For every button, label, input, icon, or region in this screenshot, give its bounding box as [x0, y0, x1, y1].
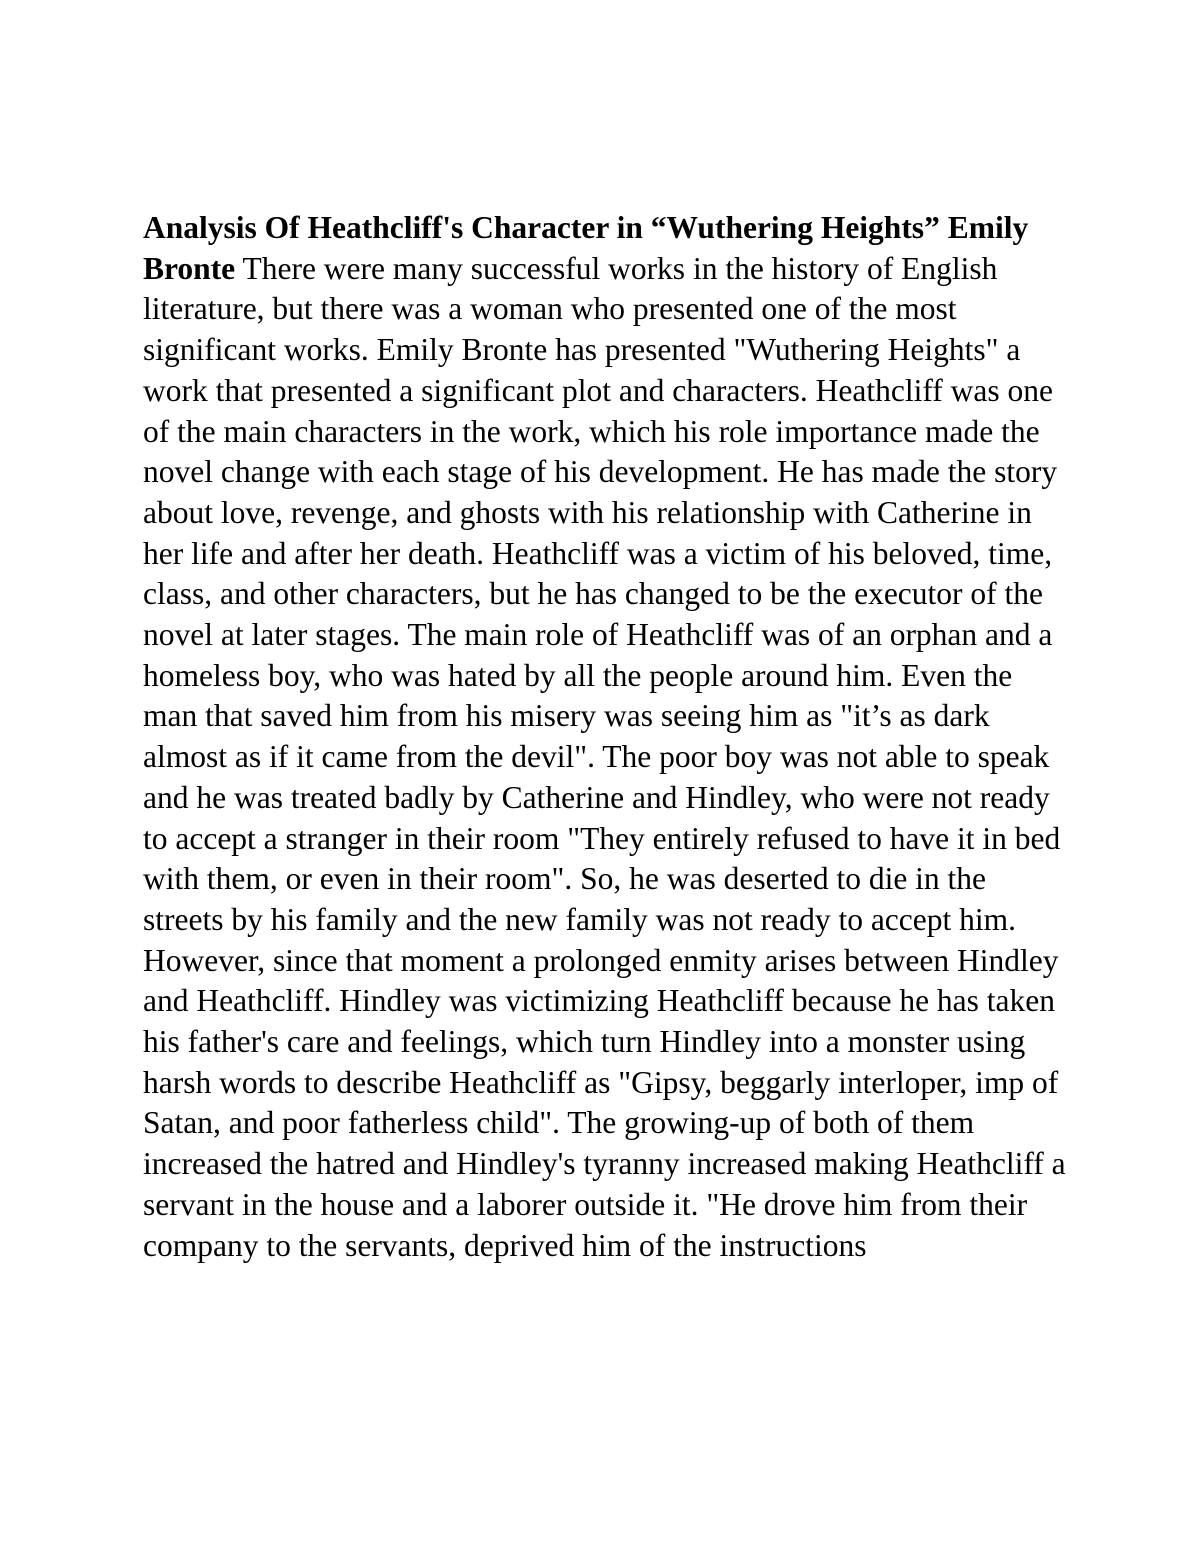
document-paragraph	[143, 208, 1068, 1266]
document-author: Emily Bronte	[143, 210, 1029, 286]
document-title: Analysis Of Heathcliff's Character in “Wuthering Heights”	[143, 210, 940, 245]
document-body: There were many successful works in the history of English literature, but there was a woman who presented one of the most significant works. Emily Bronte has presented "Wuthering Heights" a work that presented a significant plot and characters. Heathcliff was one of the main characters in the work, which his role importance made the novel change with each stage of his development. He has made the story about love, revenge, and ghosts with his relationship with Catherine in her life and after her death. Heathcliff was a victim of his beloved, time, class, and other characters, but he has changed to be the executor of the novel at later stages. The main role of Heathcliff was of an orphan and a homeless boy, who was hated by all the people around him. Even the man that saved him from his misery was seeing him as "it’s as dark almost as if it came from the devil". The poor boy was not able to speak and he was treated badly by Catherine and Hindley, who were not ready to accept a stranger in their room "They entirely refused to have it in bed with them, or even in their room". So, he was deserted to die in the streets by his family and the new family was not ready to accept him. However, since that moment a prolonged enmity arises between Hindley and Heathcliff. Hindley was victimizing Heathcliff because he has taken his father's care and feelings, which turn Hindley into a monster using harsh words to describe Heathcliff as "Gipsy, beggarly interloper, imp of Satan, and poor fatherless child". The growing-up of both of them increased the hatred and Hindley's tyranny increased making Heathcliff a servant in the house and a laborer outside it. "He drove him from their company to the servants, deprived him of the instructions	[143, 250, 1066, 1263]
document-text	[143, 208, 1068, 1266]
